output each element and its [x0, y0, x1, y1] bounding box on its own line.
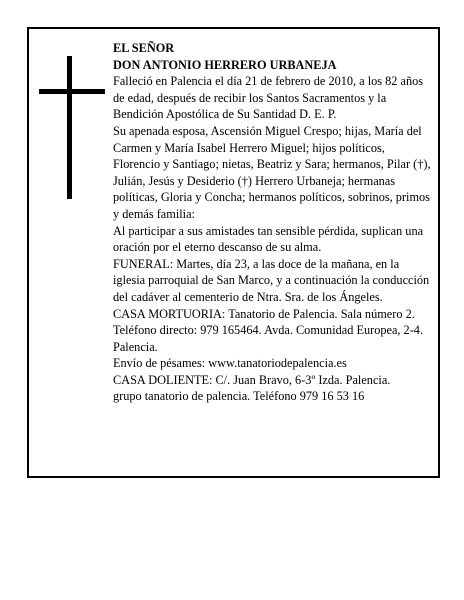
notice-paragraph-mortuary: CASA MORTUORIA: Tanatorio de Palencia. Sala número 2. Teléfono directo: 979 165464. Avda. Comunidad Europea, 2-4. Palencia.: [113, 306, 424, 354]
notice-heading-name: DON ANTONIO HERRERO URBANEJA: [113, 57, 337, 72]
latin-cross-icon: [39, 56, 105, 199]
notice-paragraph-condolences: Envío de pésames: www.tanatoriodepalencia.es: [113, 356, 347, 371]
obituary-notice: [27, 27, 440, 478]
notice-paragraph-home: CASA DOLIENTE: C/. Juan Bravo, 6-3º Izda. Palencia.: [113, 372, 391, 387]
notice-paragraph-death: Falleció en Palencia el día 21 de febrero de 2010, a los 82 años de edad, después de recibir los Santos Sacramentos y la Bendición Apostólica de Su Santidad D. E. P.: [113, 74, 424, 122]
notice-text: [113, 40, 433, 405]
notice-paragraph-prayer: Al participar a sus amistades tan sensible pérdida, suplican una oración por el eterno descanso de su alma.: [113, 223, 424, 255]
notice-paragraph-group: grupo tanatorio de palencia. Teléfono 979 16 53 16: [113, 389, 365, 404]
notice-heading-title: EL SEÑOR: [113, 41, 175, 55]
notice-paragraph-funeral: FUNERAL: Martes, día 23, a las doce de la mañana, en la iglesia parroquial de San Marco, y a continuación la conducción del cadáver al cementerio de Ntra. Sra. de los Ángeles.: [113, 256, 430, 304]
notice-paragraph-family: Su apenada esposa, Ascensión Miguel Crespo; hijas, María del Carmen y María Isabel Herrero Miguel; hijos políticos, Florencio y Santiago; nietas, Beatriz y Sara; hermanos, Pilar (†), Julián, Jesús y Desiderio (†) Herrero Urbaneja; hermanas políticas, Gloria y Concha; hermanos políticos, sobrinos, primos y demás familia:: [113, 123, 431, 221]
